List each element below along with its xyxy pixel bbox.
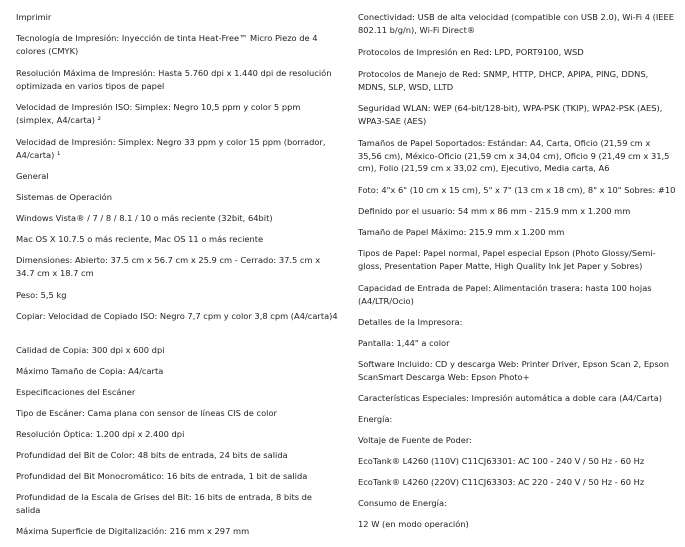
spec-power-consumption: 12 W (en modo operación) bbox=[358, 519, 469, 529]
spec-user-defined-size: Definido por el usuario: 54 mm x 86 mm - 215.9 mm x 1.200 mm bbox=[358, 206, 631, 216]
spec-network-management-protocols: Protocolos de Manejo de Red: SNMP, HTTP, DHCP, APIPA, PING, DDNS, MDNS, SLP, WSD, LLTD bbox=[358, 69, 649, 92]
spec-network-print-protocols: Protocolos de Impresión en Red: LPD, PORT9100, WSD bbox=[358, 47, 584, 57]
spec-voltage-110v: EcoTank® L4260 (110V) C11CJ63301: AC 100 - 240 V / 50 Hz - 60 Hz bbox=[358, 456, 645, 466]
spec-copy-speed: Copiar: Velocidad de Copiado ISO: Negro 7,7 cpm y color 3,8 cpm (A4/carta)4 bbox=[16, 311, 338, 321]
spec-special-features: Características Especiales: Impresión automática a doble cara (A4/Carta) bbox=[358, 393, 662, 403]
section-heading-printer-details: Detalles de la Impresora: bbox=[358, 317, 463, 327]
spec-os-mac: Mac OS X 10.7.5 o más reciente, Mac OS 11 o más reciente bbox=[16, 234, 264, 244]
spec-print-technology: Tecnología de Impresión: Inyección de tinta Heat-Free™ Micro Piezo de 4 colores (CMYK) bbox=[16, 33, 318, 56]
spec-photo-sizes: Foto: 4"x 6" (10 cm x 15 cm), 5" x 7" (13 cm x 18 cm), 8" x 10" Sobres: #10 bbox=[358, 185, 676, 195]
section-heading-print: Imprimir bbox=[16, 12, 52, 22]
spec-paper-types: Tipos de Papel: Papel normal, Papel especial Epson (Photo Glossy/Semi-gloss, Presentation Paper Matte, High Quality Ink Jet Paper y Sobres) bbox=[358, 248, 656, 271]
section-heading-general: General bbox=[16, 171, 49, 181]
spec-max-scan-area: Máxima Superficie de Digitalización: 216 mm x 297 mm bbox=[16, 526, 250, 536]
spec-os-windows: Windows Vista® / 7 / 8 / 8.1 / 10 o más reciente (32bit, 64bit) bbox=[16, 213, 273, 223]
spec-color-bit-depth: Profundidad del Bit de Color: 48 bits de entrada, 24 bits de salida bbox=[16, 450, 288, 460]
spec-power-supply-voltage: Voltaje de Fuente de Poder: bbox=[358, 435, 472, 445]
spec-paper-input-capacity: Capacidad de Entrada de Papel: Alimentación trasera: hasta 100 hojas (A4/LTR/Ocio) bbox=[358, 283, 652, 306]
spec-mono-bit-depth: Profundidad del Bit Monocromático: 16 bits de entrada, 1 bit de salida bbox=[16, 471, 308, 481]
spec-weight: Peso: 5,5 kg bbox=[16, 290, 67, 300]
section-heading-power-consumption: Consumo de Energía: bbox=[358, 498, 447, 508]
section-heading-energy: Energía: bbox=[358, 414, 393, 424]
spec-scanner-type: Tipo de Escáner: Cama plana con sensor de líneas CIS de color bbox=[16, 408, 277, 418]
spec-max-print-resolution: Resolución Máxima de Impresión: Hasta 5.760 dpi x 1.440 dpi de resolución optimizada en varios tipos de papel bbox=[16, 68, 332, 91]
spec-connectivity: Conectividad: USB de alta velocidad (compatible con USB 2.0), Wi-Fi 4 (IEEE 802.11 b/g/n), Wi-Fi Direct® bbox=[358, 12, 675, 35]
spec-paper-sizes: Tamaños de Papel Soportados: Estándar: A4, Carta, Oficio (21,59 cm x 35,56 cm), México-Oficio (21,59 cm x 34,04 cm), Oficio 9 (21,49 cm x 31,5 cm), Folio (21,59 cm x 33,02 cm), Ejecutivo, Media carta, A6 bbox=[358, 138, 670, 173]
spec-grayscale-bit-depth: Profundidad de la Escala de Grises del Bit: 16 bits de entrada, 8 bits de salida bbox=[16, 492, 313, 515]
spec-iso-print-speed: Velocidad de Impresión ISO: Simplex: Negro 10,5 ppm y color 5 ppm (simplex, A4/carta) ² bbox=[16, 102, 301, 125]
spec-wlan-security: Seguridad WLAN: WEP (64-bit/128-bit), WPA-PSK (TKIP), WPA2-PSK (AES), WPA3-SAE (AES) bbox=[358, 103, 663, 126]
spec-included-software: Software Incluido: CD y descarga Web: Printer Driver, Epson Scan 2, Epson ScanSmart Descarga Web: Epson Photo+ bbox=[358, 359, 669, 382]
section-heading-operating-systems: Sistemas de Operación bbox=[16, 192, 112, 202]
spec-display: Pantalla: 1,44" a color bbox=[358, 338, 450, 348]
spec-print-speed: Velocidad de Impresión: Simplex: Negro 33 ppm y color 15 ppm (borrador, A4/carta) ¹ bbox=[16, 137, 326, 160]
spec-voltage-220v: EcoTank® L4260 (220V) C11CJ63303: AC 220 - 240 V / 50 Hz - 60 Hz bbox=[358, 477, 645, 487]
section-heading-scanner: Especificaciones del Escáner bbox=[16, 387, 136, 397]
spec-copy-quality: Calidad de Copia: 300 dpi x 600 dpi bbox=[16, 345, 165, 355]
spec-max-copy-size: Máximo Tamaño de Copia: A4/carta bbox=[16, 366, 164, 376]
spec-max-paper-size: Tamaño de Papel Máximo: 215.9 mm x 1.200 mm bbox=[358, 227, 565, 237]
spec-dimensions: Dimensiones: Abierto: 37.5 cm x 56.7 cm x 25.9 cm - Cerrado: 37.5 cm x 34.7 cm x 18.7 cm bbox=[16, 255, 321, 278]
spec-optical-resolution: Resolución Óptica: 1.200 dpi x 2.400 dpi bbox=[16, 429, 185, 439]
